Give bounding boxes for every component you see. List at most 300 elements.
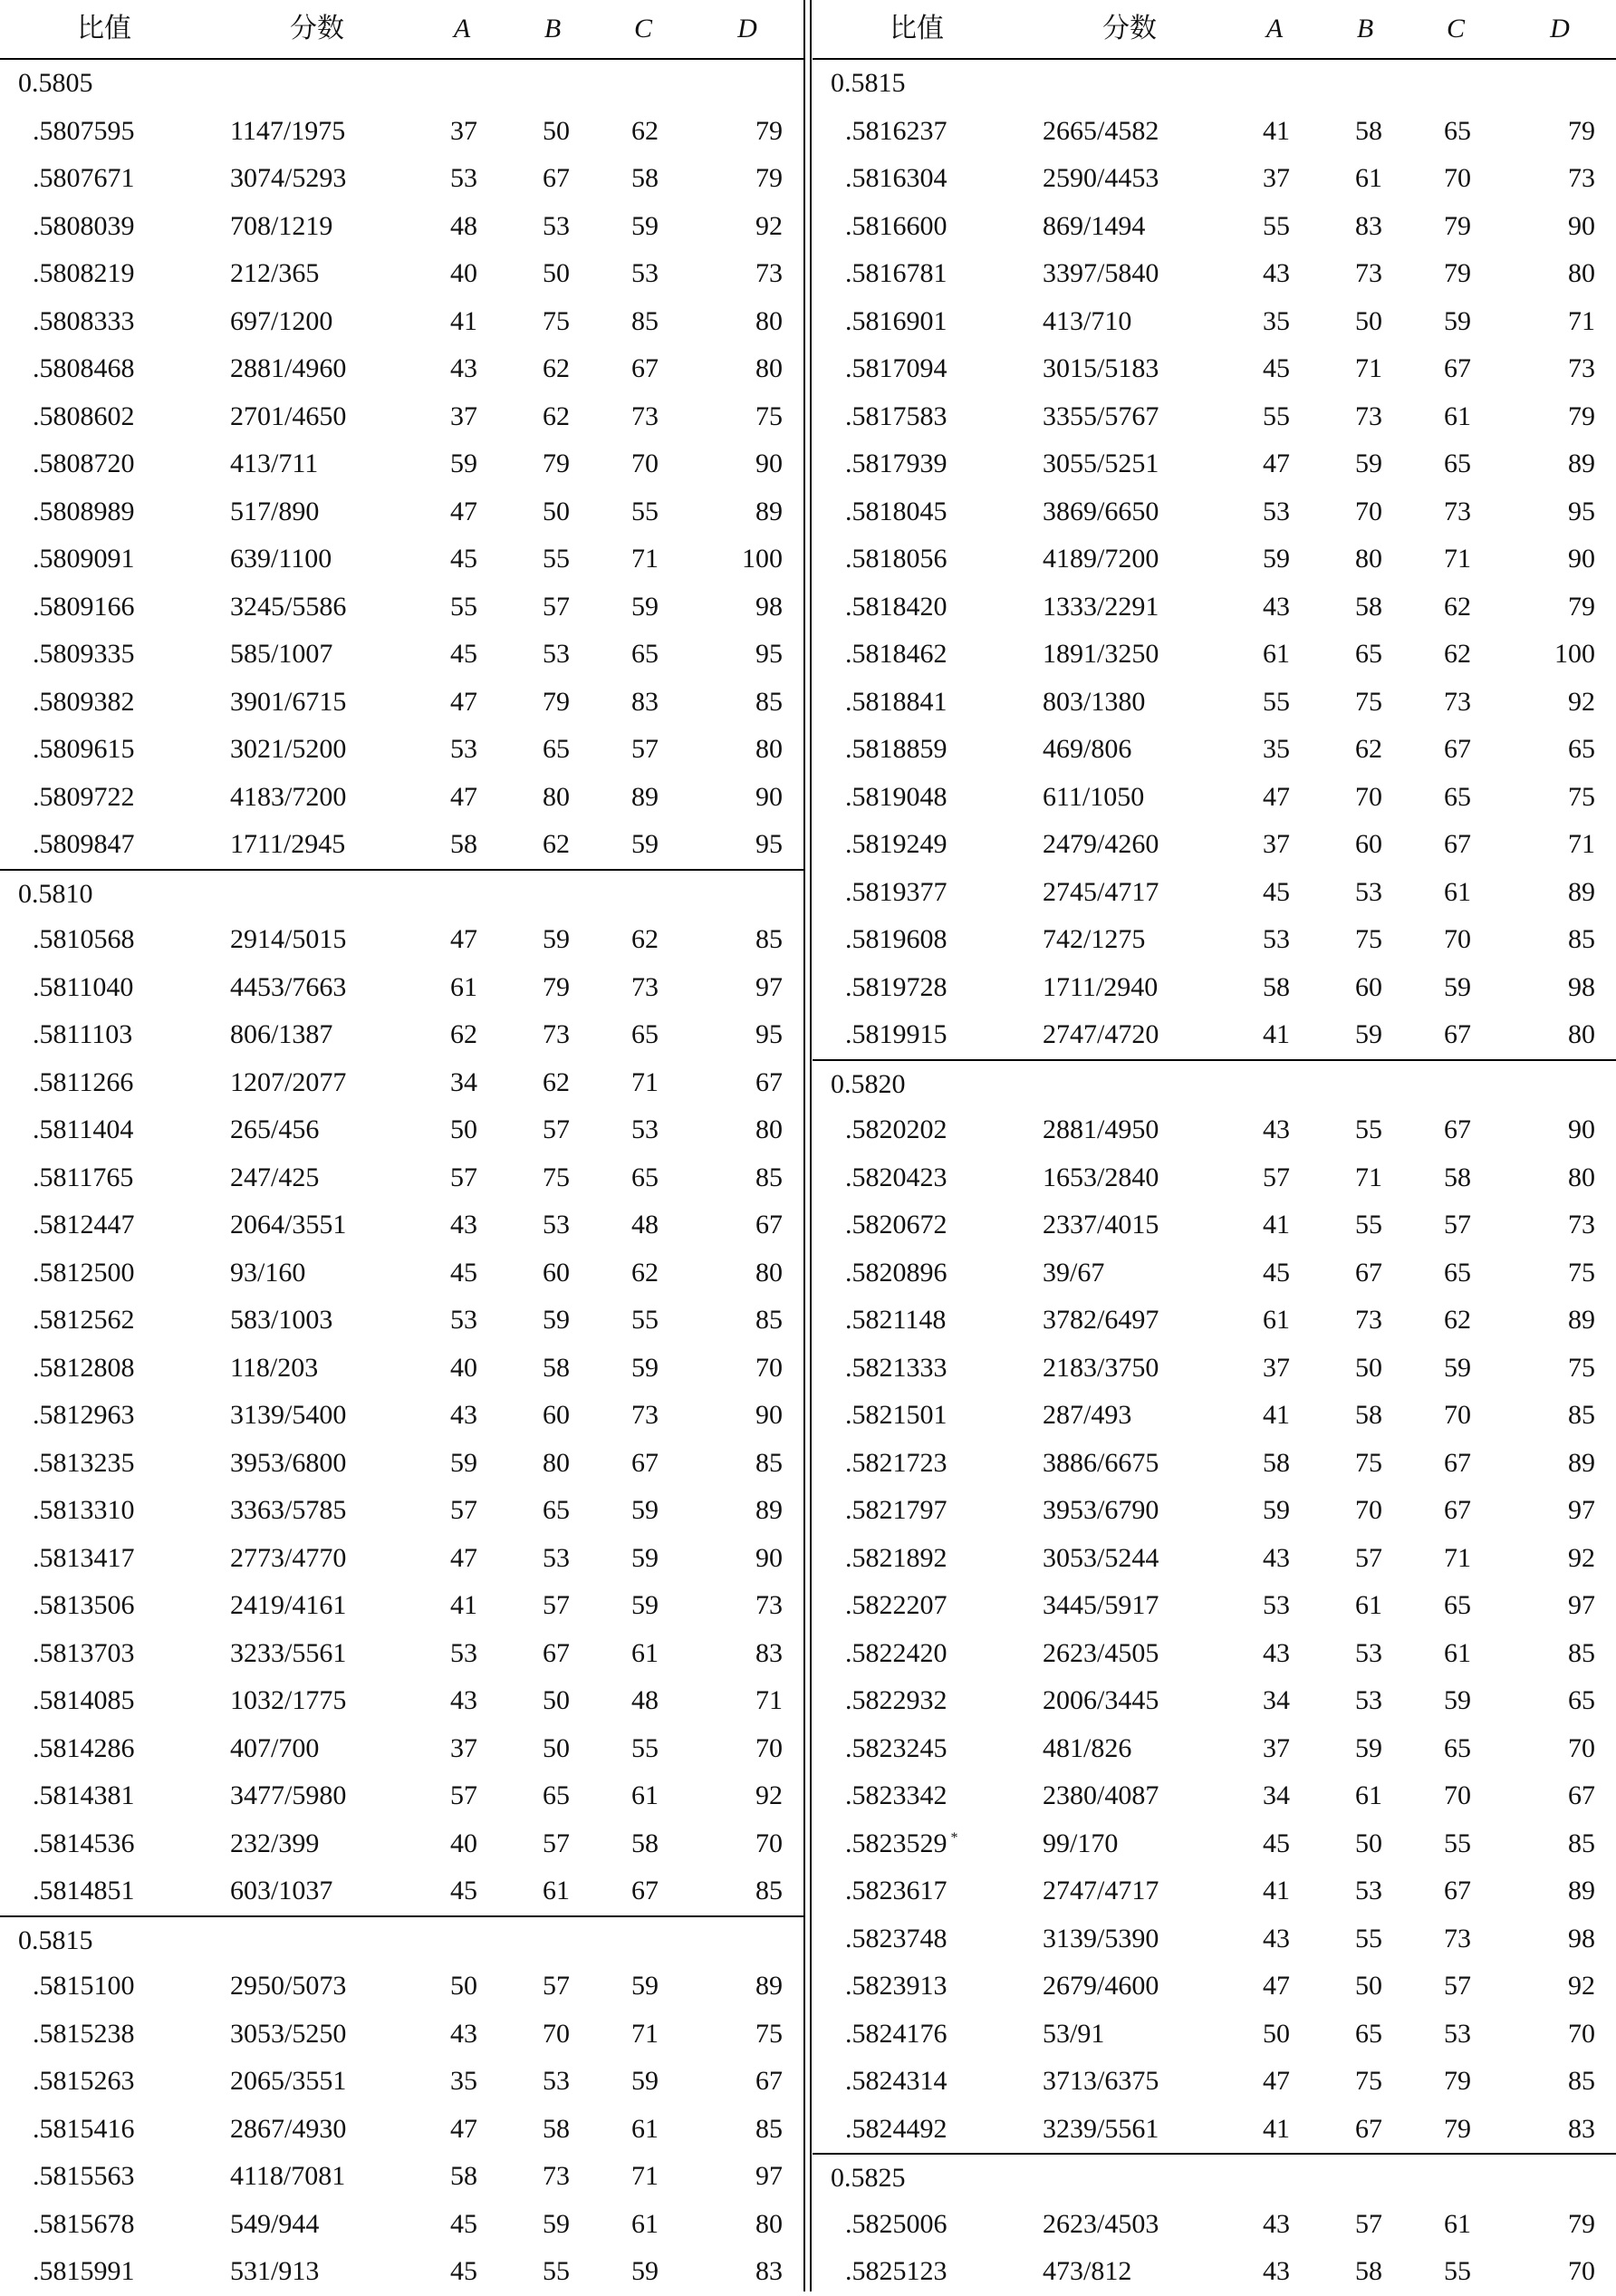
table-row bbox=[813, 1487, 1616, 1535]
c-cell: 61 bbox=[631, 1637, 659, 1668]
ratio-cell: .5816600 bbox=[845, 210, 947, 241]
b-cell: 58 bbox=[1355, 115, 1382, 146]
d-cell: 90 bbox=[755, 1400, 783, 1430]
ratio-cell: .5820672 bbox=[845, 1210, 947, 1240]
b-cell: 80 bbox=[1355, 544, 1382, 574]
c-cell: 59 bbox=[631, 2256, 659, 2286]
header-a: A bbox=[453, 14, 471, 43]
a-cell: 57 bbox=[450, 1162, 477, 1192]
b-cell: 62 bbox=[1355, 734, 1382, 764]
ratio-cell: .5809091 bbox=[33, 544, 135, 574]
d-cell: 85 bbox=[755, 686, 783, 717]
d-cell: 80 bbox=[755, 1114, 783, 1144]
ratio-cell: .5815991 bbox=[33, 2256, 135, 2286]
ratio-cell: .5818841 bbox=[845, 686, 947, 717]
table-row bbox=[0, 631, 803, 679]
ratio-cell: .5812562 bbox=[33, 1305, 135, 1335]
ratio-cell: .5818056 bbox=[845, 544, 947, 574]
b-cell: 53 bbox=[543, 1542, 570, 1573]
c-cell: 48 bbox=[631, 1210, 659, 1240]
c-cell: 73 bbox=[631, 971, 659, 1002]
ratio-cell: .5809615 bbox=[33, 734, 135, 764]
fraction-cell: 803/1380 bbox=[1043, 686, 1146, 717]
ratio-cell: .5816901 bbox=[845, 305, 947, 336]
b-cell: 73 bbox=[543, 2161, 570, 2191]
a-cell: 43 bbox=[1263, 1114, 1290, 1144]
c-cell: 85 bbox=[631, 305, 659, 336]
c-cell: 70 bbox=[631, 449, 659, 478]
fraction-cell: 2183/3750 bbox=[1043, 1352, 1159, 1383]
c-cell: 67 bbox=[631, 353, 659, 383]
a-cell: 45 bbox=[450, 544, 477, 574]
b-cell: 62 bbox=[543, 829, 570, 859]
fraction-cell: 2747/4720 bbox=[1043, 1019, 1159, 1049]
a-cell: 50 bbox=[1263, 2018, 1290, 2049]
c-cell: 61 bbox=[1444, 876, 1471, 907]
fraction-cell: 2006/3445 bbox=[1043, 1685, 1159, 1715]
table-header bbox=[0, 0, 803, 60]
a-cell: 45 bbox=[450, 2208, 477, 2239]
fraction-cell: 1711/2945 bbox=[230, 829, 346, 859]
ratio-cell: .5823245 bbox=[845, 1732, 947, 1763]
ratio-cell: .5811103 bbox=[33, 1019, 133, 1049]
ratio-cell: .5813310 bbox=[33, 1495, 135, 1525]
table-row bbox=[813, 298, 1616, 346]
fraction-cell: 3869/6650 bbox=[1043, 496, 1159, 526]
c-cell: 71 bbox=[1444, 544, 1471, 574]
d-cell: 85 bbox=[755, 1447, 783, 1478]
c-cell: 67 bbox=[631, 1876, 659, 1905]
c-cell: 62 bbox=[631, 924, 659, 954]
ratio-cell: .5822207 bbox=[845, 1590, 947, 1620]
a-cell: 35 bbox=[450, 2066, 477, 2096]
table-row bbox=[813, 584, 1616, 632]
ratio-cell: .5816781 bbox=[845, 258, 947, 288]
a-cell: 47 bbox=[1263, 2066, 1290, 2096]
header-d: D bbox=[1550, 14, 1570, 43]
fraction-cell: 2747/4717 bbox=[1043, 1876, 1159, 1905]
ratio-cell: .5825006 bbox=[845, 2208, 947, 2239]
b-cell: 50 bbox=[543, 496, 570, 526]
table-row bbox=[813, 535, 1616, 584]
c-cell: 58 bbox=[631, 163, 659, 193]
b-cell: 83 bbox=[1355, 210, 1382, 241]
fraction-cell: 697/1200 bbox=[230, 305, 333, 336]
table-row bbox=[0, 1630, 803, 1678]
a-cell: 34 bbox=[1263, 1780, 1290, 1810]
a-cell: 41 bbox=[1263, 1876, 1290, 1905]
table-row bbox=[0, 821, 803, 869]
fraction-cell: 247/425 bbox=[230, 1162, 320, 1192]
c-cell: 53 bbox=[1444, 2018, 1471, 2049]
ratio-cell: .5819249 bbox=[845, 829, 947, 859]
c-cell: 59 bbox=[1444, 305, 1471, 336]
d-cell: 71 bbox=[1568, 305, 1595, 336]
fraction-cell: 118/203 bbox=[230, 1352, 319, 1383]
c-cell: 73 bbox=[1444, 496, 1471, 526]
fraction-cell: 1207/2077 bbox=[230, 1066, 347, 1097]
d-cell: 85 bbox=[1568, 924, 1595, 954]
a-cell: 47 bbox=[1263, 449, 1290, 478]
fraction-cell: 2914/5015 bbox=[230, 924, 347, 954]
c-cell: 61 bbox=[1444, 400, 1471, 431]
ratio-cell: .5808468 bbox=[33, 353, 135, 383]
d-cell: 97 bbox=[1568, 1590, 1595, 1620]
ratio-cell: .5825123 bbox=[845, 2256, 947, 2286]
ratio-cell: .5808602 bbox=[33, 400, 135, 431]
b-cell: 58 bbox=[1355, 1400, 1382, 1430]
d-cell: 85 bbox=[1568, 1828, 1595, 1858]
column-divider bbox=[810, 0, 812, 2291]
d-cell: 90 bbox=[1568, 210, 1595, 241]
c-cell: 65 bbox=[631, 639, 659, 669]
a-cell: 50 bbox=[450, 1971, 477, 2001]
d-cell: 71 bbox=[755, 1685, 783, 1715]
group-value: 0.5805 bbox=[18, 68, 93, 98]
b-cell: 73 bbox=[1355, 400, 1382, 431]
ratio-cell: .5808039 bbox=[33, 210, 135, 241]
a-cell: 59 bbox=[450, 1447, 477, 1478]
d-cell: 89 bbox=[755, 1971, 783, 2001]
a-cell: 47 bbox=[450, 686, 477, 717]
d-cell: 89 bbox=[755, 496, 783, 526]
fraction-cell: 3782/6497 bbox=[1043, 1305, 1159, 1335]
group-value: 0.5815 bbox=[831, 68, 906, 98]
b-cell: 71 bbox=[1355, 353, 1382, 383]
b-cell: 62 bbox=[543, 400, 570, 431]
d-cell: 67 bbox=[755, 2066, 783, 2096]
fraction-cell: 1653/2840 bbox=[1043, 1162, 1159, 1192]
table-row bbox=[0, 774, 803, 822]
c-cell: 55 bbox=[631, 1305, 659, 1335]
c-cell: 71 bbox=[631, 1066, 659, 1097]
table-row bbox=[813, 774, 1616, 822]
table-row bbox=[0, 1154, 803, 1202]
a-cell: 34 bbox=[1263, 1685, 1290, 1715]
b-cell: 55 bbox=[1355, 1210, 1382, 1240]
d-cell: 97 bbox=[755, 2161, 783, 2191]
a-cell: 58 bbox=[450, 2161, 477, 2191]
a-cell: 45 bbox=[1263, 353, 1290, 383]
ratio-cell: .5812963 bbox=[33, 1400, 135, 1430]
table-row bbox=[0, 488, 803, 536]
b-cell: 58 bbox=[543, 2113, 570, 2144]
d-cell: 80 bbox=[755, 2208, 783, 2239]
table-row bbox=[0, 2201, 803, 2249]
fraction-cell: 3021/5200 bbox=[230, 734, 347, 764]
fraction-cell: 212/365 bbox=[230, 258, 320, 288]
fraction-cell: 3445/5917 bbox=[1043, 1590, 1159, 1620]
fraction-cell: 583/1003 bbox=[230, 1305, 333, 1335]
d-cell: 95 bbox=[1568, 496, 1595, 526]
d-cell: 95 bbox=[755, 829, 783, 859]
c-cell: 65 bbox=[1444, 115, 1471, 146]
table-row bbox=[813, 1535, 1616, 1583]
table-row bbox=[813, 1297, 1616, 1345]
d-cell: 97 bbox=[755, 971, 783, 1002]
table-row bbox=[813, 631, 1616, 679]
a-cell: 58 bbox=[1263, 1447, 1290, 1478]
fraction-cell: 3953/6800 bbox=[230, 1447, 347, 1478]
d-cell: 73 bbox=[755, 258, 783, 288]
d-cell: 92 bbox=[755, 210, 783, 241]
table-row bbox=[0, 964, 803, 1012]
a-cell: 43 bbox=[450, 2018, 477, 2049]
c-cell: 61 bbox=[631, 2113, 659, 2144]
c-cell: 89 bbox=[631, 781, 659, 812]
table-row bbox=[0, 1582, 803, 1630]
a-cell: 41 bbox=[1263, 1400, 1290, 1430]
table-row bbox=[813, 1772, 1616, 1820]
a-cell: 41 bbox=[1263, 1019, 1290, 1049]
table-row bbox=[813, 2011, 1616, 2059]
table-row bbox=[813, 1820, 1616, 1868]
c-cell: 61 bbox=[631, 1780, 659, 1810]
column-divider bbox=[803, 0, 805, 2291]
table-row bbox=[813, 1440, 1616, 1488]
b-cell: 50 bbox=[1355, 1352, 1382, 1383]
a-cell: 53 bbox=[1263, 1590, 1290, 1620]
table-row bbox=[0, 1059, 803, 1107]
a-cell: 47 bbox=[450, 496, 477, 526]
fraction-cell: 93/160 bbox=[230, 1257, 306, 1288]
table-row bbox=[813, 1677, 1616, 1725]
c-cell: 59 bbox=[631, 829, 659, 859]
fraction-cell: 3239/5561 bbox=[1043, 2113, 1159, 2144]
fraction-cell: 2867/4930 bbox=[230, 2113, 347, 2144]
a-cell: 53 bbox=[450, 734, 477, 764]
ratio-cell: .5817094 bbox=[845, 353, 947, 383]
b-cell: 57 bbox=[1355, 2208, 1382, 2239]
d-cell: 80 bbox=[755, 734, 783, 764]
a-cell: 57 bbox=[450, 1780, 477, 1810]
b-cell: 61 bbox=[543, 1876, 570, 1905]
b-cell: 60 bbox=[543, 1257, 570, 1288]
table-row bbox=[0, 440, 803, 488]
ratio-cell: .5818045 bbox=[845, 496, 947, 526]
b-cell: 53 bbox=[543, 639, 570, 669]
table-row bbox=[813, 1725, 1616, 1773]
fraction-cell: 2590/4453 bbox=[1043, 163, 1159, 193]
fraction-cell: 3886/6675 bbox=[1043, 1447, 1159, 1478]
a-cell: 35 bbox=[1263, 305, 1290, 336]
c-cell: 62 bbox=[631, 115, 659, 146]
c-cell: 71 bbox=[631, 2161, 659, 2191]
table-row bbox=[813, 155, 1616, 203]
a-cell: 37 bbox=[1263, 1352, 1290, 1383]
a-cell: 59 bbox=[1263, 1495, 1290, 1525]
a-cell: 47 bbox=[450, 1542, 477, 1573]
fraction-cell: 2745/4717 bbox=[1043, 876, 1159, 907]
table-body bbox=[0, 60, 803, 2296]
fraction-cell: 1147/1975 bbox=[230, 115, 346, 146]
table-row bbox=[0, 2011, 803, 2059]
ratio-cell: .5824314 bbox=[845, 2066, 947, 2096]
d-cell: 90 bbox=[755, 1542, 783, 1573]
group-header-row bbox=[813, 2153, 1616, 2201]
b-cell: 79 bbox=[543, 449, 570, 478]
d-cell: 89 bbox=[1568, 1305, 1595, 1335]
ratio-cell: .5824176 bbox=[845, 2018, 947, 2049]
ratio-cell: .5813235 bbox=[33, 1447, 135, 1478]
c-cell: 62 bbox=[1444, 1305, 1471, 1335]
table-row bbox=[813, 1392, 1616, 1440]
b-cell: 75 bbox=[1355, 1447, 1382, 1478]
table-row bbox=[813, 2248, 1616, 2296]
b-cell: 50 bbox=[1355, 305, 1382, 336]
c-cell: 65 bbox=[1444, 449, 1471, 478]
table-row bbox=[0, 108, 803, 156]
ratio-cell: .5814381 bbox=[33, 1780, 135, 1810]
table-row bbox=[813, 1201, 1616, 1249]
ratio-cell: .5823748 bbox=[845, 1923, 947, 1954]
a-cell: 55 bbox=[1263, 686, 1290, 717]
table-row bbox=[0, 298, 803, 346]
a-cell: 47 bbox=[450, 781, 477, 812]
d-cell: 70 bbox=[755, 1828, 783, 1858]
c-cell: 58 bbox=[1444, 1162, 1471, 1192]
d-cell: 85 bbox=[755, 1162, 783, 1192]
table-row bbox=[813, 1963, 1616, 2011]
c-cell: 65 bbox=[631, 1162, 659, 1192]
c-cell: 61 bbox=[1444, 2208, 1471, 2239]
d-cell: 85 bbox=[755, 1876, 783, 1905]
table-row bbox=[0, 584, 803, 632]
d-cell: 80 bbox=[755, 353, 783, 383]
table-row bbox=[813, 1011, 1616, 1059]
fraction-cell: 39/67 bbox=[1043, 1257, 1105, 1288]
d-cell: 97 bbox=[1568, 1495, 1595, 1525]
c-cell: 55 bbox=[631, 496, 659, 526]
d-cell: 92 bbox=[1568, 1542, 1595, 1573]
ratio-cell: .5810568 bbox=[33, 924, 135, 954]
header-c: C bbox=[1446, 14, 1465, 43]
fraction-cell: 53/91 bbox=[1043, 2018, 1105, 2049]
a-cell: 53 bbox=[450, 1637, 477, 1668]
d-cell: 79 bbox=[1568, 2208, 1595, 2239]
c-cell: 67 bbox=[1444, 734, 1471, 764]
c-cell: 67 bbox=[1444, 1876, 1471, 1905]
table-row bbox=[813, 2106, 1616, 2154]
fraction-cell: 2623/4503 bbox=[1043, 2208, 1159, 2239]
a-cell: 53 bbox=[1263, 924, 1290, 954]
b-cell: 50 bbox=[543, 258, 570, 288]
d-cell: 65 bbox=[1568, 1685, 1595, 1715]
a-cell: 43 bbox=[1263, 2256, 1290, 2286]
a-cell: 41 bbox=[1263, 1210, 1290, 1240]
ratio-cell: .5815563 bbox=[33, 2161, 135, 2191]
d-cell: 100 bbox=[742, 544, 783, 574]
b-cell: 57 bbox=[1355, 1542, 1382, 1573]
b-cell: 53 bbox=[543, 210, 570, 241]
table-row bbox=[813, 679, 1616, 727]
table-row bbox=[0, 2058, 803, 2106]
group-value: 0.5810 bbox=[18, 878, 93, 909]
a-cell: 53 bbox=[1263, 496, 1290, 526]
b-cell: 53 bbox=[1355, 1685, 1382, 1715]
fraction-cell: 413/711 bbox=[230, 449, 319, 478]
table-row bbox=[813, 726, 1616, 774]
fraction-cell: 2950/5073 bbox=[230, 1971, 347, 2001]
c-cell: 73 bbox=[631, 1400, 659, 1430]
table-row bbox=[0, 1345, 803, 1393]
table-row bbox=[813, 345, 1616, 393]
ratio-cell: .5808333 bbox=[33, 305, 135, 336]
ratio-cell: .5817939 bbox=[845, 449, 947, 478]
fraction-cell: 3015/5183 bbox=[1043, 353, 1159, 383]
b-cell: 70 bbox=[1355, 781, 1382, 812]
b-cell: 53 bbox=[1355, 1876, 1382, 1905]
table-row bbox=[813, 916, 1616, 964]
table-row bbox=[0, 1106, 803, 1154]
a-cell: 40 bbox=[450, 258, 477, 288]
c-cell: 59 bbox=[1444, 971, 1471, 1002]
d-cell: 92 bbox=[1568, 1971, 1595, 2001]
table-row bbox=[0, 2106, 803, 2154]
b-cell: 61 bbox=[1355, 163, 1382, 193]
c-cell: 62 bbox=[631, 1257, 659, 1288]
table-row bbox=[813, 1106, 1616, 1154]
d-cell: 95 bbox=[755, 639, 783, 669]
ratio-cell: .5824492 bbox=[845, 2113, 947, 2144]
d-cell: 71 bbox=[1568, 829, 1595, 859]
table-row bbox=[0, 1963, 803, 2011]
fraction-cell: 3363/5785 bbox=[230, 1495, 347, 1525]
a-cell: 37 bbox=[1263, 1732, 1290, 1763]
b-cell: 73 bbox=[1355, 1305, 1382, 1335]
ratio-cell: .5812500 bbox=[33, 1257, 135, 1288]
a-cell: 45 bbox=[450, 2256, 477, 2286]
table-row bbox=[0, 1535, 803, 1583]
fraction-cell: 611/1050 bbox=[1043, 781, 1145, 812]
group-value: 0.5825 bbox=[831, 2163, 906, 2193]
c-cell: 73 bbox=[1444, 1923, 1471, 1954]
ratio-cell: .5818420 bbox=[845, 591, 947, 622]
d-cell: 79 bbox=[755, 115, 783, 146]
c-cell: 73 bbox=[631, 400, 659, 431]
c-cell: 55 bbox=[631, 1732, 659, 1763]
ratio-cell: .5809847 bbox=[33, 829, 135, 859]
b-cell: 80 bbox=[543, 781, 570, 812]
d-cell: 80 bbox=[1568, 1019, 1595, 1049]
a-cell: 61 bbox=[1263, 639, 1290, 669]
table-row bbox=[813, 1867, 1616, 1915]
c-cell: 59 bbox=[631, 591, 659, 622]
b-cell: 67 bbox=[1355, 2113, 1382, 2144]
d-cell: 70 bbox=[755, 1352, 783, 1383]
d-cell: 92 bbox=[1568, 686, 1595, 717]
fraction-cell: 549/944 bbox=[230, 2208, 320, 2239]
c-cell: 79 bbox=[1444, 2113, 1471, 2144]
table-row bbox=[813, 108, 1616, 156]
b-cell: 55 bbox=[543, 544, 570, 574]
b-cell: 60 bbox=[1355, 829, 1382, 859]
d-cell: 85 bbox=[1568, 2066, 1595, 2096]
fraction-cell: 3355/5767 bbox=[1043, 400, 1159, 431]
d-cell: 85 bbox=[1568, 1400, 1595, 1430]
ratio-cell: .5823529 * bbox=[845, 1828, 958, 1858]
ratio-cell: .5808219 bbox=[33, 258, 135, 288]
b-cell: 53 bbox=[543, 2066, 570, 2096]
fraction-cell: 407/700 bbox=[230, 1732, 320, 1763]
group-header-row bbox=[813, 60, 1616, 108]
ratio-cell: .5815416 bbox=[33, 2113, 135, 2144]
ratio-cell: .5812447 bbox=[33, 1210, 135, 1240]
ratio-cell: .5821501 bbox=[845, 1400, 947, 1430]
d-cell: 67 bbox=[1568, 1780, 1595, 1810]
c-cell: 67 bbox=[1444, 829, 1471, 859]
a-cell: 41 bbox=[1263, 115, 1290, 146]
